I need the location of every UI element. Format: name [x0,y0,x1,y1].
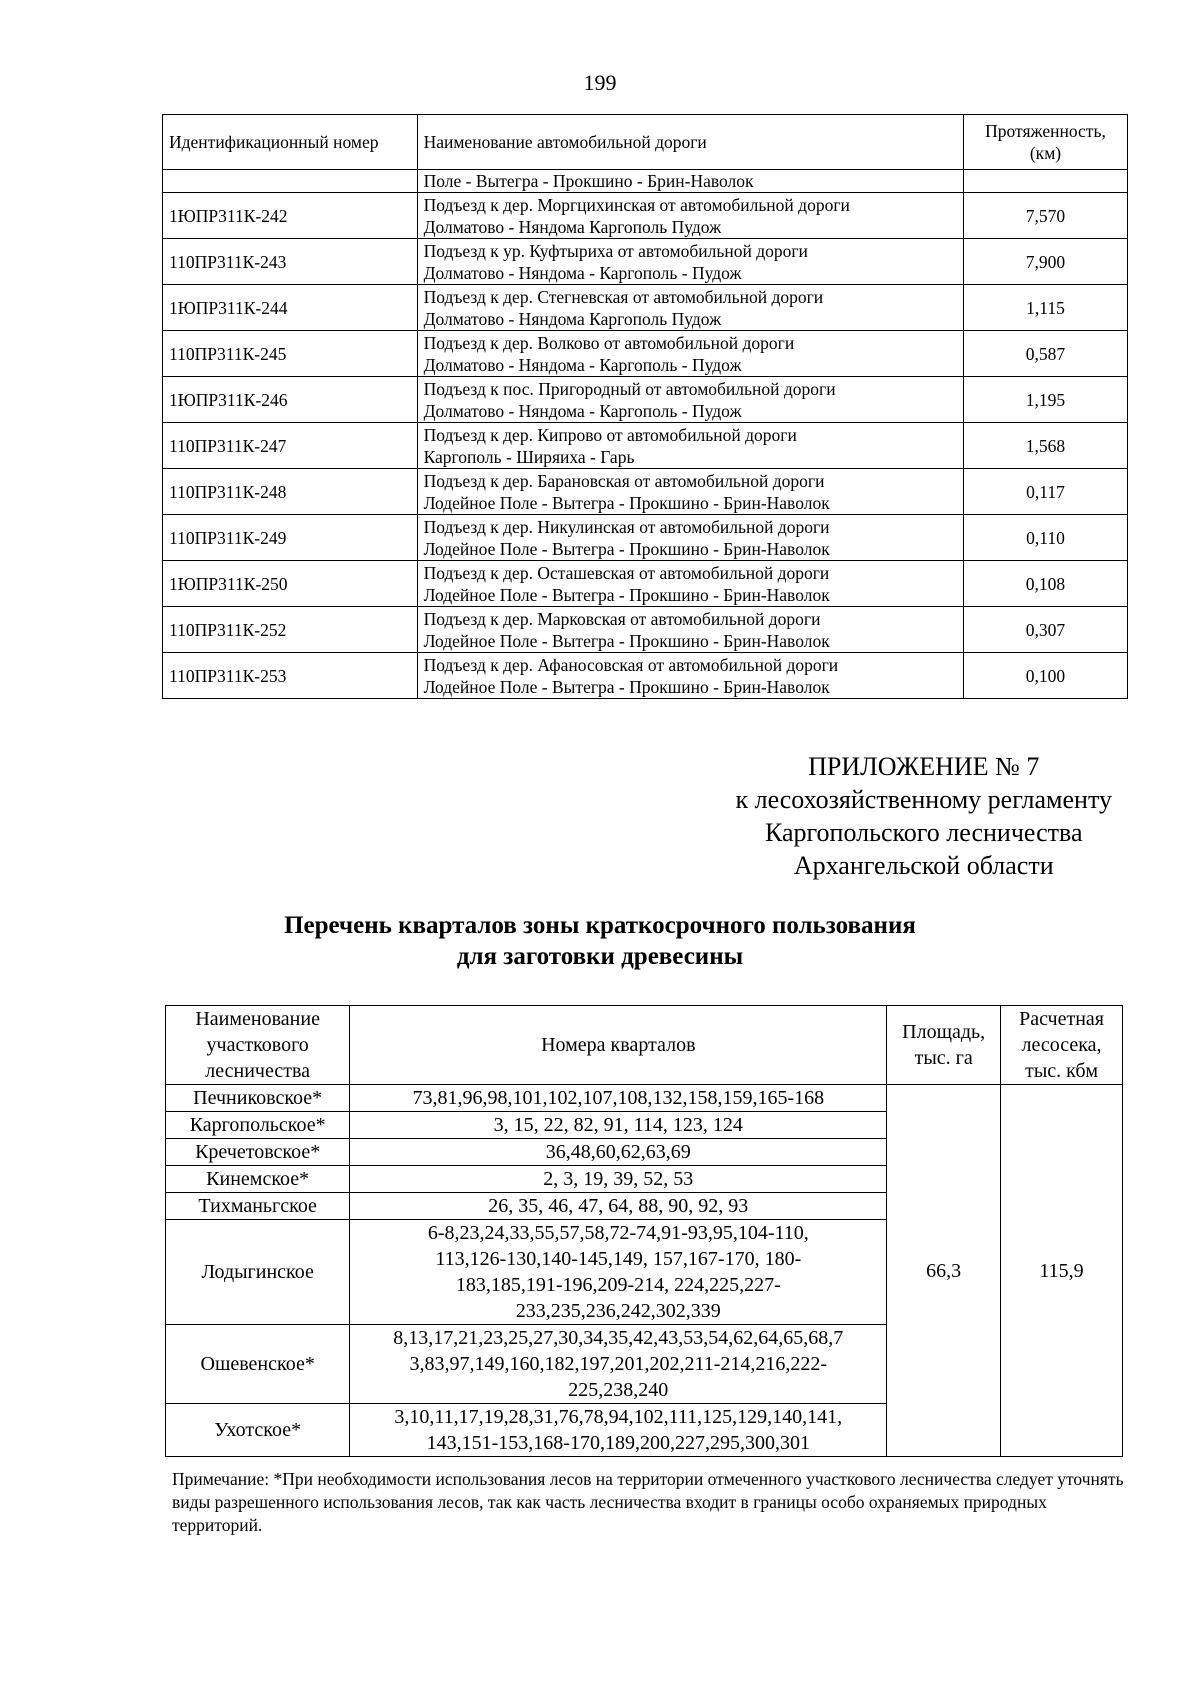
quarter-numbers-line: 73,81,96,98,101,102,107,108,132,158,159,165-168 [412,1087,825,1109]
road-name-line-1: Подъезд к дер. Никулинская от автомобильной дороги [423,516,830,537]
table-row [163,193,1128,239]
header-allowable-cut-line: Расчетная [1019,1008,1105,1030]
cell-quarter-numbers [350,1139,887,1166]
cell-forestry-name: Печниковское* [166,1085,350,1112]
table-row [163,331,1128,377]
appendix-line-3: Каргопольского лесничества [764,818,1083,847]
cell-road-id: 110ПР311К-247 [163,423,418,469]
header-length: Протяженность, (км) [963,115,1127,170]
cell-forestry-name: Ошевенское* [166,1325,350,1404]
quarter-numbers-line: 183,185,191-196,209-214, 224,225,227- [455,1274,781,1296]
road-name-line-2: Лодейное Поле - Вытегра - Прокшино - Брин-Наволок [423,630,830,651]
cell-road-name [417,193,963,239]
header-area [887,1006,1001,1085]
quarter-numbers-line: 36,48,60,62,63,69 [545,1141,691,1163]
table-row [163,607,1128,653]
table-row [163,653,1128,699]
cell-road-name [417,653,963,699]
cell-forestry-name: Кинемское* [166,1166,350,1193]
road-name-line-2: Лодейное Поле - Вытегра - Прокшино - Брин-Наволок [423,676,830,697]
table-row [163,515,1128,561]
cell-road-length: 0,110 [963,515,1127,561]
road-name-line-2: Долматово - Няндома - Каргополь - Пудож [423,262,742,283]
cell-road-name [417,331,963,377]
list-title-line-2: для заготовки древесины [456,943,744,970]
cell-road-name [417,607,963,653]
header-road-name: Наименование автомобильной дороги [417,115,963,170]
table-row [166,1085,1123,1112]
quarter-numbers-line: 2, 3, 19, 39, 52, 53 [543,1168,694,1190]
table-row [163,239,1128,285]
quarters-table [165,1005,1123,1457]
header-id: Идентификационный номер [163,115,418,170]
cell-road-id: 1ЮПР311К-250 [163,561,418,607]
cell-road-id: 1ЮПР311К-242 [163,193,418,239]
appendix-line-4: Архангельской области [793,851,1054,880]
list-title [0,910,1200,972]
appendix-line-2: к лесохозяйственному регламенту [735,785,1112,814]
quarter-numbers-line: 3,10,11,17,19,28,31,76,78,94,102,111,125,129,140,141, [394,1406,843,1428]
quarter-numbers-line: 6-8,23,24,33,55,57,58,72-74,91-93,95,104-110, [427,1222,809,1244]
cell-road-id: 110ПР311К-248 [163,469,418,515]
quarter-numbers-line: 8,13,17,21,23,25,27,30,34,35,42,43,53,54,62,64,65,68,7 [393,1327,844,1349]
header-forestry-name-line: участкового [206,1034,309,1056]
list-title-line-1: Перечень кварталов зоны краткосрочного пользования [284,912,916,939]
roads-table [162,114,1128,699]
cell-road-length: 0,587 [963,331,1127,377]
appendix-line-1: ПРИЛОЖЕНИЕ № 7 [808,752,1040,781]
cell-road-id: 110ПР311К-243 [163,239,418,285]
cell-quarter-numbers [350,1325,887,1404]
road-name-line-2: Лодейное Поле - Вытегра - Прокшино - Брин-Наволок [423,538,830,559]
cell-road-length: 0,100 [963,653,1127,699]
header-allowable-cut [1001,1006,1123,1085]
table-row [163,423,1128,469]
cell-quarter-numbers [350,1085,887,1112]
page-number: 199 [583,70,617,95]
header-forestry-name-line: Наименование [195,1008,320,1030]
road-name-line-2: Долматово - Няндома - Каргополь - Пудож [423,400,742,421]
header-quarter-numbers: Номера кварталов [350,1006,887,1085]
road-name-line-2: Долматово - Няндома Каргополь Пудож [423,308,722,329]
cell-forestry-name: Тихманьгское [166,1193,350,1220]
cell-quarter-numbers [350,1404,887,1457]
road-name-line-1: Подъезд к дер. Марковская от автомобильной дороги [423,608,821,629]
road-name-line-1: Подъезд к дер. Моргцихинская от автомобильной дороги [423,194,850,215]
cell-id-empty [163,170,418,193]
cell-road-name [417,423,963,469]
table-row [163,377,1128,423]
road-name-line-1: Подъезд к дер. Осташевская от автомобильной дороги [423,562,830,583]
table-row-continuation [163,170,1128,193]
road-name-line-2: Лодейное Поле - Вытегра - Прокшино - Брин-Наволок [423,584,830,605]
road-name-line-2: Лодейное Поле - Вытегра - Прокшино - Брин-Наволок [423,492,830,513]
cell-road-length: 1,568 [963,423,1127,469]
header-area-line: Площадь, [902,1021,986,1043]
cell-road-name [417,561,963,607]
quarter-numbers-line: 113,126-130,140-145,149, 157,167-170, 180- [435,1248,802,1270]
road-name-line-2: Долматово - Няндома - Каргополь - Пудож [423,354,742,375]
road-name-line-2: Долматово - Няндома Каргополь Пудож [423,216,722,237]
header-allowable-cut-line: тыс. кбм [1025,1060,1098,1082]
cell-forestry-name: Лодыгинское [166,1220,350,1325]
quarter-numbers-line: 143,151-153,168-170,189,200,227,295,300,301 [426,1432,810,1454]
road-name-line-2: Каргополь - Ширяиха - Гарь [423,446,635,467]
quarter-numbers-line: 3,83,97,149,160,182,197,201,202,211-214,216,222- [409,1353,828,1375]
table-row [163,469,1128,515]
cell-quarter-numbers [350,1193,887,1220]
appendix-heading [735,750,1112,882]
cell-road-length: 0,117 [963,469,1127,515]
cell-forestry-name: Ухотское* [166,1404,350,1457]
cell-area-value: 66,3 [887,1085,1001,1457]
quarter-numbers-line: 3, 15, 22, 82, 91, 114, 123, 124 [493,1114,743,1136]
cell-quarter-numbers [350,1166,887,1193]
header-forestry-name [166,1006,350,1085]
cell-road-id: 110ПР311К-253 [163,653,418,699]
cell-road-length: 1,195 [963,377,1127,423]
cell-road-id: 110ПР311К-245 [163,331,418,377]
road-name-line-1: Подъезд к дер. Афаносовская от автомобильной дороги [423,654,839,675]
cell-road-name [417,285,963,331]
quarter-numbers-line: 233,235,236,242,302,339 [515,1300,721,1322]
road-name-line-1: Подъезд к пос. Пригородный от автомобильной дороги [423,378,836,399]
road-name-line-1: Подъезд к дер. Кипрово от автомобильной дороги [423,424,797,445]
roads-table-header [163,115,1128,170]
cell-road-name [417,469,963,515]
cell-road-id: 110ПР311К-249 [163,515,418,561]
cell-road-length: 7,900 [963,239,1127,285]
header-area-line: тыс. га [914,1047,973,1069]
table-row [163,285,1128,331]
cell-road-length: 0,307 [963,607,1127,653]
road-name-line-1: Подъезд к дер. Стегневская от автомобильной дороги [423,286,824,307]
cell-forestry-name: Кречетовское* [166,1139,350,1166]
cell-cut-value: 115,9 [1001,1085,1123,1457]
cell-road-name [417,515,963,561]
footnote: Примечание: *При необходимости использования лесов на территории отмеченного участкового лесничества следует уточнять виды разрешенного использования лесов, так как часть лесничества входит в границы особо охраняемых природных территорий. [172,1469,1124,1535]
quarter-numbers-line: 26, 35, 46, 47, 64, 88, 90, 92, 93 [488,1195,749,1217]
header-forestry-name-line: лесничества [205,1060,311,1082]
road-name-line-1: Подъезд к ур. Куфтыриха от автомобильной дороги [423,240,808,261]
cell-road-length: 7,570 [963,193,1127,239]
cell-road-continuation: Поле - Вытегра - Прокшино - Брин-Наволок [417,170,963,193]
road-name-line-1: Подъезд к дер. Барановская от автомобильной дороги [423,470,825,491]
quarters-table-header [166,1006,1123,1085]
cell-road-name [417,239,963,285]
cell-road-length: 1,115 [963,285,1127,331]
cell-road-id: 110ПР311К-252 [163,607,418,653]
cell-road-name [417,377,963,423]
cell-road-length: 0,108 [963,561,1127,607]
quarter-numbers-line: 225,238,240 [568,1379,669,1401]
cell-quarter-numbers [350,1112,887,1139]
cell-road-id: 1ЮПР311К-246 [163,377,418,423]
road-name-line-1: Подъезд к дер. Волково от автомобильной дороги [423,332,795,353]
table-row [163,561,1128,607]
cell-length-empty [963,170,1127,193]
cell-forestry-name: Каргопольское* [166,1112,350,1139]
header-allowable-cut-line: лесосека, [1021,1034,1102,1056]
cell-road-id: 1ЮПР311К-244 [163,285,418,331]
cell-quarter-numbers [350,1220,887,1325]
